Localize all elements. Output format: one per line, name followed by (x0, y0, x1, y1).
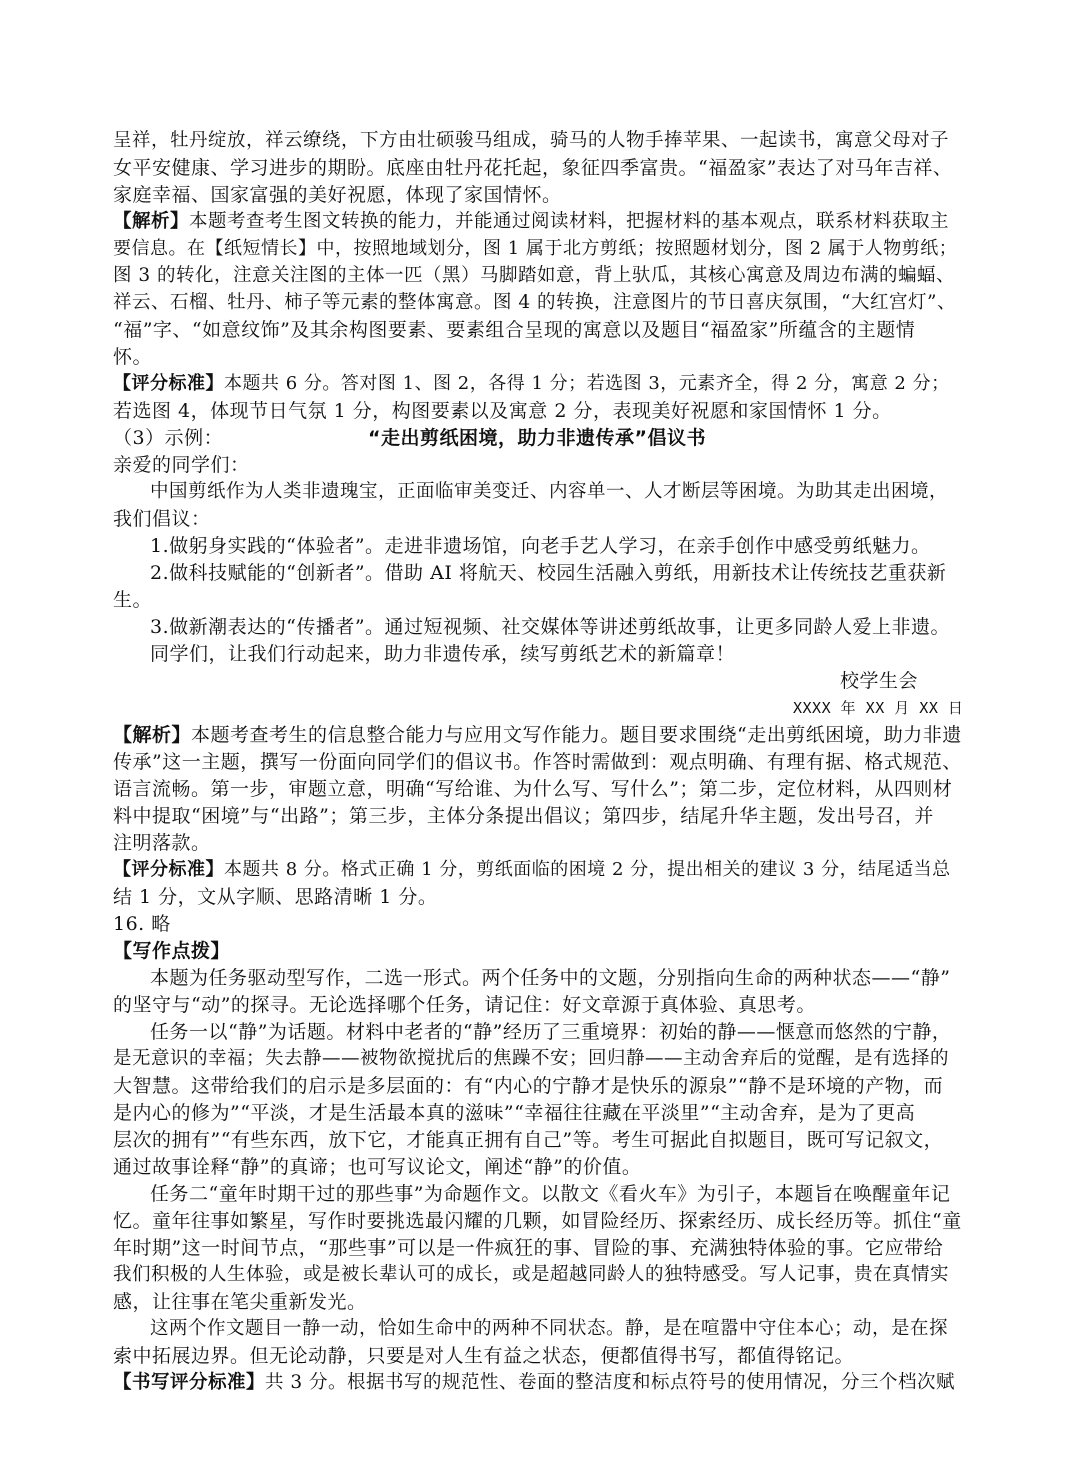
writing-tips-line-7: 层次的拥有”“有些东西，放下它，才能真正拥有自己”等。考生可据此自拟题目，既可写记叙文， (113, 1129, 944, 1151)
writing-tips-line-12: 我们积极的人生体验，或是被长辈认可的成长，或是超越同龄人的独特感受。写人记事，贵在真情实 (113, 1264, 950, 1285)
scoring-2-text: 本题共 8 分。格式正确 1 分，剪纸面临的困境 2 分，提出相关的建议 3 分，结尾适当总 (224, 859, 951, 880)
analysis-1-line-4: 祥云、石榴、牡丹、柿子等元素的整体寓意。图 4 的转换，注意图片的节日喜庆氛围，“大红宫灯”、 (113, 292, 956, 313)
proposal-body-line-2: 我们倡议： (113, 508, 211, 530)
scoring-2-line-2: 结 1 分，文从字顺、思路清晰 1 分。 (113, 886, 438, 908)
analysis-1-line-3: 图 3 的转化，注意关注图的主体一匹（黑）马脚踏如意，背上驮瓜，其核心寓意及周边布满的蝙蝠、 (113, 265, 956, 286)
writing-tips-line-4: 是无意识的幸福；失去静——被物欲搅扰后的焦躁不安；回归静——主动舍弃后的觉醒，是有选择的 (113, 1048, 950, 1069)
analysis-2-line-4: 料中提取“困境”与“出路”；第三步，主体分条提出倡议；第四步，结尾升华主题，发出号召，并 (113, 805, 934, 827)
example-label: （3）示例： (113, 427, 224, 449)
analysis-2-line-5: 注明落款。 (113, 832, 211, 854)
analysis-2-label: 【解析】 (113, 724, 192, 746)
scoring-1-text: 本题共 6 分。答对图 1、图 2，各得 1 分；若选图 3，元素齐全，得 2 分，寓意 2 分； (224, 373, 950, 394)
proposal-signature: 校学生会 (840, 670, 919, 692)
analysis-1-line-6: 怀。 (113, 346, 153, 368)
analysis-1-line-2: 要信息。在【纸短情长】中，按照地域划分，图 1 属于北方剪纸；按照题材划分，图 2 属于人物剪纸； (113, 238, 958, 259)
handwriting-scoring-text: 共 3 分。根据书写的规范性、卷面的整洁度和标点符号的使用情况，分三个档次赋 (265, 1372, 956, 1393)
scoring-1-line-1 (113, 371, 950, 397)
handwriting-scoring-line (113, 1370, 955, 1396)
writing-tips-line-10: 忆。童年往事如繁星，写作时要挑选最闪耀的几颗，如冒险经历、探索经历、成长经历等。抓住“童 (113, 1210, 962, 1232)
intro-line-3: 家庭幸福、国家富强的美好祝愿，体现了家国情怀。 (113, 184, 562, 206)
analysis-1-text: 本题考查考生图文转换的能力，并能通过阅读材料，把握材料的基本观点，联系材料获取主 (189, 211, 950, 232)
proposal-item-2-cont: 生。 (113, 589, 153, 611)
proposal-item-3: 3.做新潮表达的“传播者”。通过短视频、社交媒体等讲述剪纸故事，让更多同龄人爱上非遗。 (150, 616, 951, 638)
proposal-closing: 同学们，让我们行动起来，助力非遗传承，续写剪纸艺术的新篇章！ (150, 643, 736, 665)
scoring-1-label: 【评分标准】 (113, 373, 224, 394)
analysis-2-text: 本题考查考生的信息整合能力与应用文写作能力。题目要求围绕“走出剪纸困境，助力非遗 (191, 724, 962, 746)
writing-tips-line-9: 任务二“童年时期干过的那些事”为命题作文。以散文《看火车》为引子，本题旨在唤醒童年记 (150, 1183, 951, 1205)
proposal-greeting: 亲爱的同学们： (113, 454, 250, 476)
writing-tips-line-2: 的坚守与“动”的探寻。无论选择哪个任务，请记住：好文章源于真体验、真思考。 (113, 994, 816, 1016)
writing-tips-line-11: 年时期”这一时间节点，“那些事”可以是一件疯狂的事、冒险的事、充满独特体验的事。它应带给 (113, 1237, 944, 1259)
writing-tips-line-15: 索中拓展边界。但无论动静，只要是对人生有益之状态，便都值得书写，都值得铭记。 (113, 1345, 855, 1367)
analysis-2-line-2: 传承”这一主题，撰写一份面向同学们的倡议书。作答时需做到：观点明确、有理有据、格式规范、 (113, 751, 962, 773)
analysis-1-line-1 (113, 209, 949, 235)
scoring-1-line-2: 若选图 4，体现节日气氛 1 分，构图要素以及寓意 2 分，表现美好祝愿和家国情怀 1 分。 (113, 400, 892, 422)
analysis-1-line-5: “福”字、“如意纹饰”及其余构图要素、要素组合呈现的寓意以及题目“福盈家”所蕴含的主题情 (113, 319, 916, 341)
scoring-2-line-1 (113, 857, 951, 883)
q16-label: 16. 略 (113, 913, 171, 935)
proposal-item-2: 2.做科技赋能的“创新者”。借助 AI 将航天、校园生活融入剪纸，用新技术让传统技艺重获新 (150, 562, 947, 584)
writing-tips-line-6: 是内心的修为”“平淡，才是生活最本真的滋味”“幸福往往藏在平淡里”“主动舍弃，是为了更高 (113, 1102, 916, 1124)
analysis-1-label: 【解析】 (113, 211, 190, 232)
scoring-2-label: 【评分标准】 (113, 859, 224, 880)
intro-line-2: 女平安健康、学习进步的期盼。底座由牡丹花托起，象征四季富贵。“福盈家”表达了对马年吉祥、 (113, 157, 953, 179)
analysis-2-line-1 (113, 722, 962, 748)
intro-line-1: 呈祥，牡丹绽放，祥云缭绕，下方由壮硕骏马组成，骑马的人物手捧苹果、一起读书，寓意父母对子 (113, 130, 950, 151)
writing-tips-heading: 【写作点拨】 (113, 940, 231, 962)
writing-tips-line-1: 本题为任务驱动型写作，二选一形式。两个任务中的文题，分别指向生命的两种状态——“静” (150, 967, 951, 989)
proposal-body-line-1: 中国剪纸作为人类非遗瑰宝，正面临审美变迁、内容单一、人才断层等困境。为助其走出困境， (150, 481, 949, 502)
analysis-2-line-3: 语言流畅。第一步，审题立意，明确“写给谁、为什么写、写什么”；第二步，定位材料，从四则材 (113, 778, 953, 800)
writing-tips-line-5: 大智慧。这带给我们的启示是多层面的：有“内心的宁静才是快乐的源泉”“静不是环境的产物，而 (113, 1075, 944, 1097)
proposal-title: “走出剪纸困境，助力非遗传承”倡议书 (368, 427, 706, 449)
writing-tips-line-8: 通过故事诠释“静”的真谛；也可写议论文，阐述“静”的价值。 (113, 1156, 642, 1178)
handwriting-scoring-label: 【书写评分标准】 (113, 1372, 266, 1393)
proposal-item-1: 1.做躬身实践的“体验者”。走进非遗场馆，向老手艺人学习，在亲手创作中感受剪纸魅力。 (150, 535, 931, 557)
writing-tips-line-3: 任务一以“静”为话题。材料中老者的“静”经历了三重境界：初始的静——惬意而悠然的宁静， (150, 1021, 952, 1043)
proposal-date: XXXX 年 XX 月 XX 日 (793, 699, 964, 717)
writing-tips-line-14: 这两个作文题目一静一动，恰如生命中的两种不同状态。静，是在喧嚣中守住本心；动，是在探 (150, 1318, 949, 1339)
writing-tips-line-13: 感，让往事在笔尖重新发光。 (113, 1291, 367, 1313)
